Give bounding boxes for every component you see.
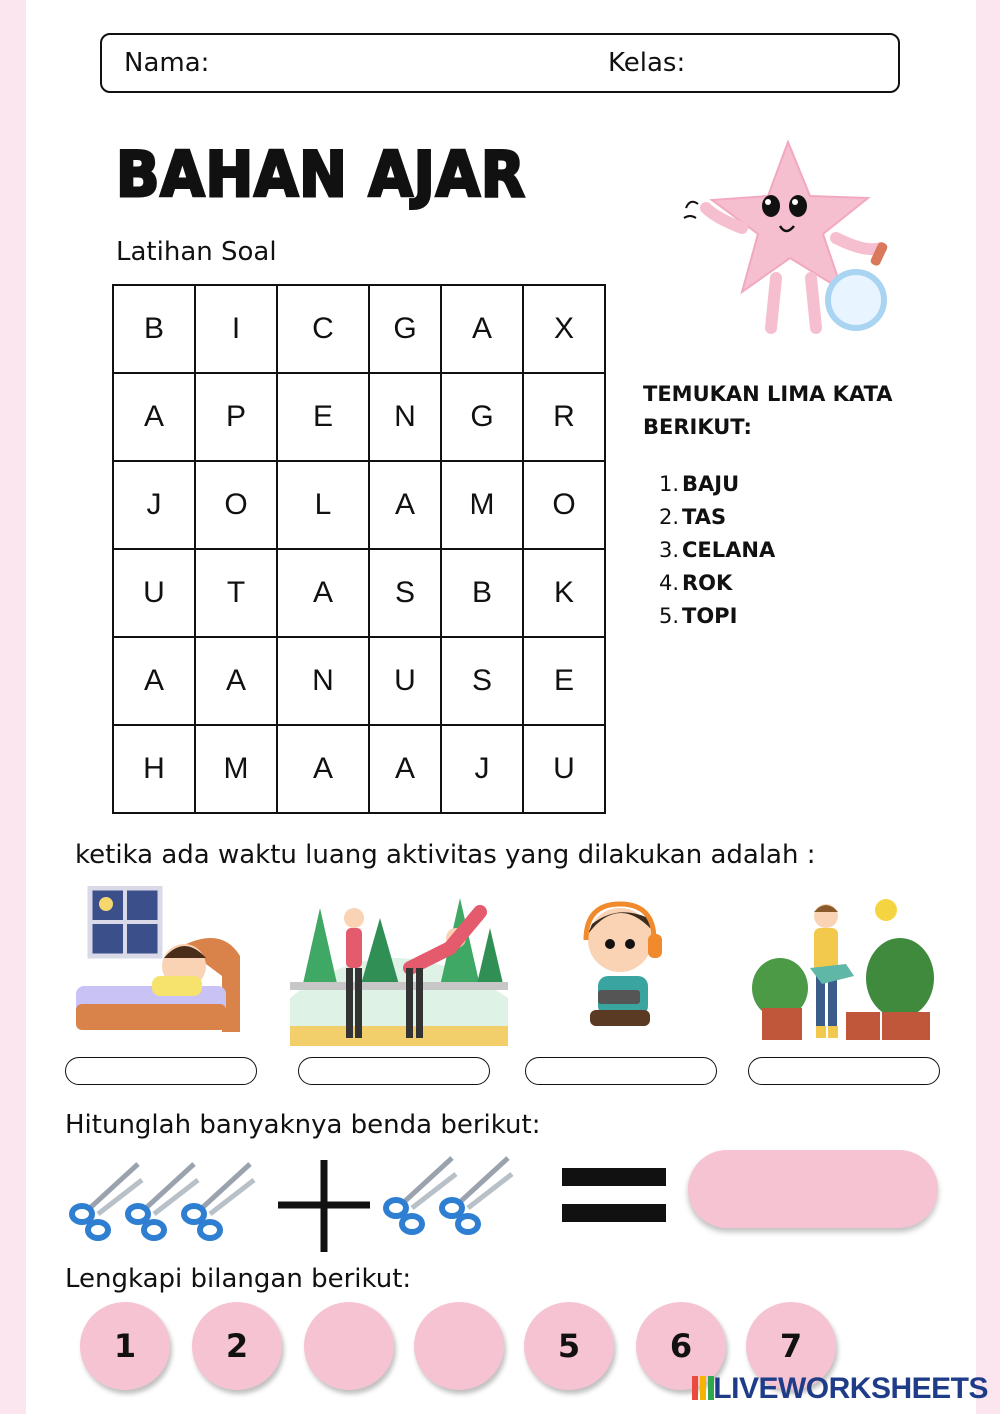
grid-cell: O: [195, 461, 277, 549]
grid-cell: U: [523, 725, 605, 813]
grid-row: [113, 285, 605, 373]
grid-cell: U: [369, 637, 441, 725]
word-list-number: 4.: [659, 571, 680, 595]
word-list-item: [659, 501, 775, 534]
brand-watermark: LIVEWORKSHEETS: [713, 1372, 988, 1405]
grid-cell: M: [195, 725, 277, 813]
grid-cell: A: [113, 373, 195, 461]
word-list-item: [659, 534, 775, 567]
class-label: Kelas:: [608, 48, 686, 78]
grid-cell: G: [441, 373, 523, 461]
word-search-grid: [112, 284, 606, 814]
exercise-couple-image: [290, 898, 508, 1046]
page-title: BAHAN AJAR: [116, 138, 526, 211]
sequence-number: 7: [746, 1302, 836, 1390]
answer-field-4[interactable]: [748, 1057, 940, 1085]
word-list-word: BAJU: [682, 472, 740, 496]
grid-row: [113, 549, 605, 637]
grid-cell: B: [441, 549, 523, 637]
sequence-question: Lengkapi bilangan berikut:: [65, 1264, 412, 1294]
sequence-number: 6: [636, 1302, 726, 1390]
word-list-number: 1.: [659, 472, 680, 496]
grid-cell: A: [369, 725, 441, 813]
activities-question: ketika ada waktu luang aktivitas yang dilakukan adalah :: [75, 840, 816, 870]
grid-cell: U: [113, 549, 195, 637]
subtitle: Latihan Soal: [116, 237, 277, 267]
sequence-number: 1: [80, 1302, 170, 1390]
grid-cell: P: [195, 373, 277, 461]
sequence-blank-field[interactable]: [414, 1302, 504, 1390]
equals-sign-icon: [562, 1168, 666, 1224]
word-search-instruction: TEMUKAN LIMA KATA BERIKUT:: [643, 382, 893, 439]
grid-cell: C: [277, 285, 369, 373]
grid-cell: B: [113, 285, 195, 373]
grid-cell: J: [113, 461, 195, 549]
grid-cell: A: [441, 285, 523, 373]
grid-cell: E: [523, 637, 605, 725]
sequence-number: 5: [524, 1302, 614, 1390]
grid-cell: S: [441, 637, 523, 725]
grid-cell: A: [113, 637, 195, 725]
grid-cell: N: [277, 637, 369, 725]
count-question: Hitunglah banyaknya benda berikut:: [65, 1110, 541, 1140]
word-list-word: TOPI: [682, 604, 738, 628]
grid-row: [113, 637, 605, 725]
liveworksheets-logo-icon: [692, 1376, 714, 1400]
grid-cell: X: [523, 285, 605, 373]
grid-cell: E: [277, 373, 369, 461]
grid-cell: O: [523, 461, 605, 549]
name-label: Nama:: [124, 48, 210, 78]
word-list: [659, 468, 775, 633]
grid-cell: A: [195, 637, 277, 725]
grid-cell: S: [369, 549, 441, 637]
word-list-word: ROK: [682, 571, 733, 595]
child-gaming-image: [578, 900, 668, 1032]
plus-sign-icon: [276, 1158, 372, 1254]
grid-cell: N: [369, 373, 441, 461]
gardening-child-image: [750, 898, 940, 1044]
word-list-number: 3.: [659, 538, 680, 562]
grid-row: [113, 725, 605, 813]
answer-field-1[interactable]: [65, 1057, 257, 1085]
scissors-group-right-image: [382, 1152, 532, 1238]
sleeping-child-image: [72, 886, 244, 1036]
grid-cell: R: [523, 373, 605, 461]
sequence-number: 2: [192, 1302, 282, 1390]
star-mascot-image: [676, 138, 906, 338]
grid-cell: G: [369, 285, 441, 373]
grid-cell: A: [277, 549, 369, 637]
grid-cell: A: [369, 461, 441, 549]
word-list-item: [659, 567, 775, 600]
grid-cell: M: [441, 461, 523, 549]
word-list-word: CELANA: [682, 538, 776, 562]
grid-cell: J: [441, 725, 523, 813]
word-list-item: [659, 468, 775, 501]
word-list-number: 2.: [659, 505, 680, 529]
grid-row: [113, 461, 605, 549]
grid-cell: L: [277, 461, 369, 549]
answer-field-3[interactable]: [525, 1057, 717, 1085]
grid-cell: A: [277, 725, 369, 813]
grid-cell: H: [113, 725, 195, 813]
grid-cell: I: [195, 285, 277, 373]
sequence-blank-field[interactable]: [304, 1302, 394, 1390]
word-list-number: 5.: [659, 604, 680, 628]
name-class-box: [100, 33, 900, 93]
word-list-word: TAS: [682, 505, 727, 529]
grid-cell: K: [523, 549, 605, 637]
count-answer-field[interactable]: [688, 1150, 938, 1228]
grid-cell: T: [195, 549, 277, 637]
scissors-group-left-image: [68, 1158, 268, 1244]
grid-row: [113, 373, 605, 461]
answer-field-2[interactable]: [298, 1057, 490, 1085]
word-list-item: [659, 600, 775, 633]
